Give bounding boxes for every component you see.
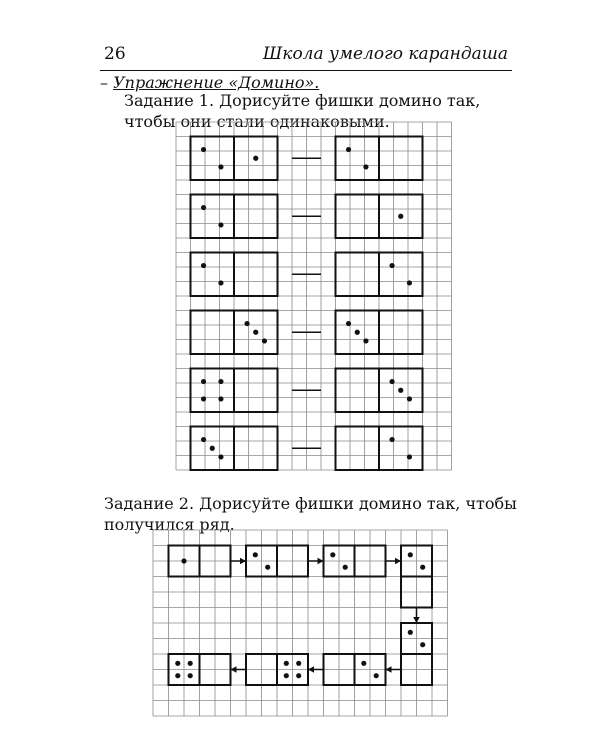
page-number: 26 <box>104 44 126 64</box>
task2-chain-domino-half-a-pip <box>253 552 258 557</box>
task2-instruction: Задание 2. Дорисуйте фишки домино так, чтобы получился ряд. <box>104 494 517 534</box>
task2-chain-domino-half-a-pip <box>175 673 180 678</box>
task2-chain-domino-half-a-pip <box>181 558 186 563</box>
task2-chain-domino-half-a-pip <box>265 565 270 570</box>
task2-chain-domino-half-a-pip <box>408 552 413 557</box>
task2-chain-domino-half-a-pip <box>330 552 335 557</box>
task2-chain-domino-half-a-pip <box>408 630 413 635</box>
exercise-title-text: Упражнение «Домино». <box>113 73 320 92</box>
task2-chain-domino-half-b-pip <box>296 673 301 678</box>
running-head: Школа умелого карандаша <box>262 44 508 64</box>
task2-chain-domino-half-a-pip <box>420 565 425 570</box>
task2-chain-domino-half-a-pip <box>188 661 193 666</box>
task2-chain-domino-half-a-pip <box>343 565 348 570</box>
task2-chain-domino-half-b-pip <box>374 673 379 678</box>
task2-chain-domino-half-a-pip <box>175 661 180 666</box>
task2-chain-domino-half-b-pip <box>284 661 289 666</box>
task2-chain-domino-half-b-pip <box>284 673 289 678</box>
task2-chain-domino-half-b-pip <box>296 661 301 666</box>
task1-instruction: Задание 1. Дорисуйте фишки домино так, чтобы они стали одинаковыми. <box>124 91 481 131</box>
exercise-dash: – <box>100 73 108 92</box>
task2-chain-domino-half-b-pip <box>361 661 366 666</box>
task2-chain-domino-half-a-pip <box>188 673 193 678</box>
task2-chain-domino-half-a-pip <box>420 642 425 647</box>
